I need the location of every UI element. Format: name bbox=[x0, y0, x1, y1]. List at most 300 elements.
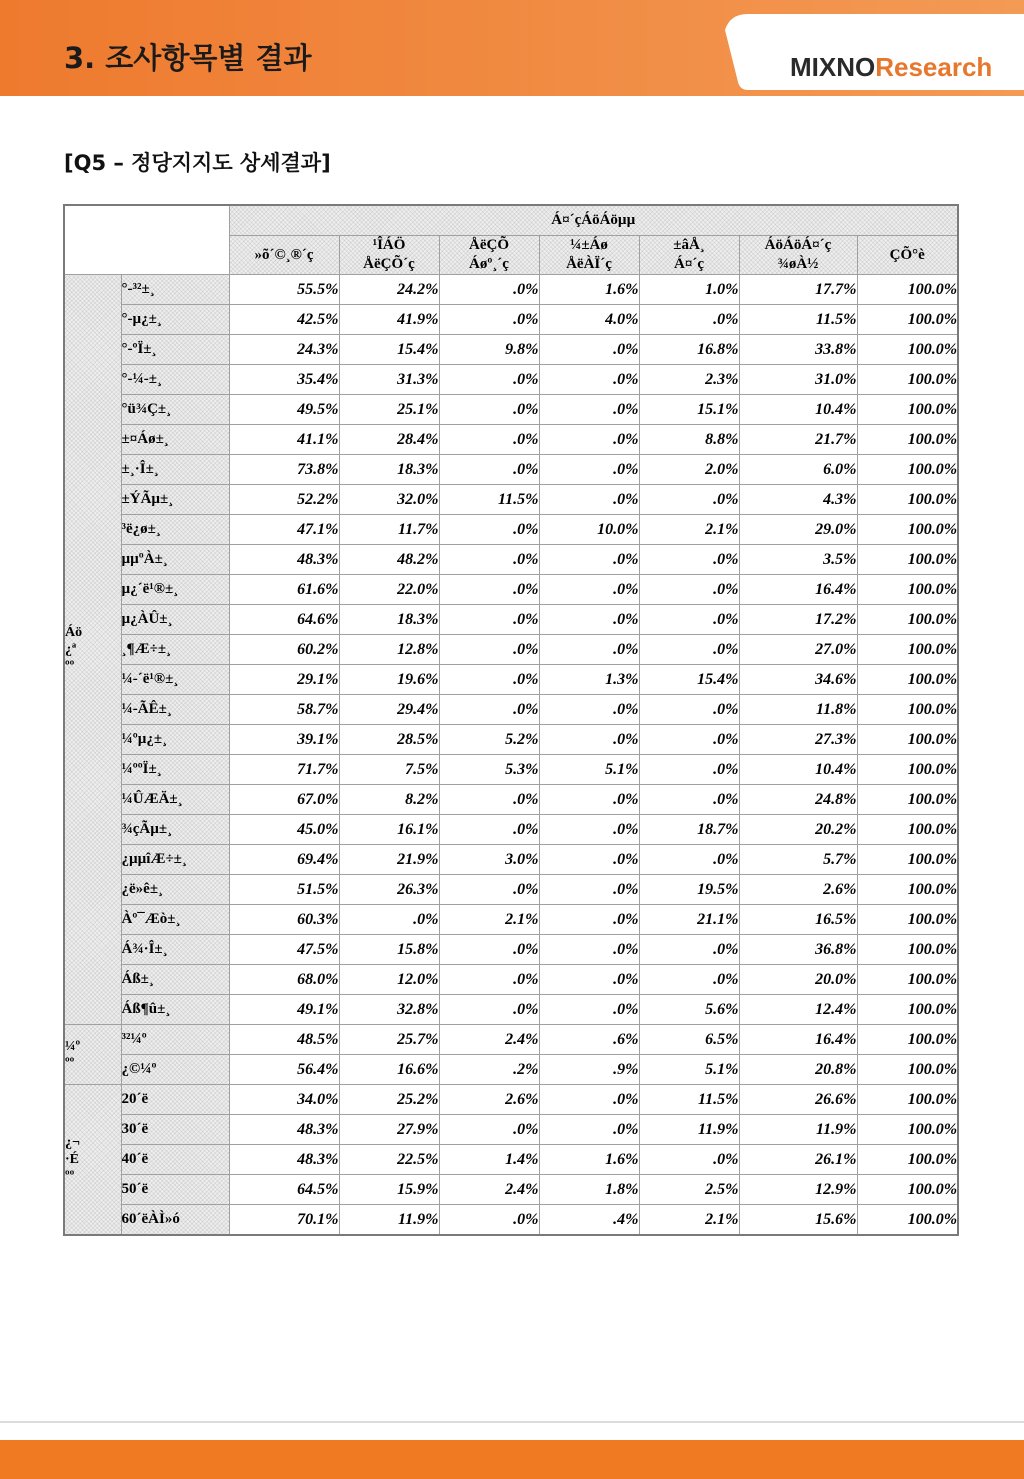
table-body bbox=[64, 275, 958, 1236]
table-cell: .0% bbox=[539, 575, 639, 605]
table-cell: .0% bbox=[439, 1205, 539, 1236]
table-cell: 28.4% bbox=[339, 425, 439, 455]
table-cell: 100.0% bbox=[857, 455, 958, 485]
table-cell: .0% bbox=[339, 905, 439, 935]
table-cell: 100.0% bbox=[857, 635, 958, 665]
table-cell: 21.1% bbox=[639, 905, 739, 935]
row-label: µ¿ÀÛ±¸ bbox=[121, 605, 229, 635]
table-cell: .0% bbox=[639, 935, 739, 965]
table-cell: 27.3% bbox=[739, 725, 857, 755]
row-label: ¼-´ë¹®±¸ bbox=[121, 665, 229, 695]
table-cell: 32.0% bbox=[339, 485, 439, 515]
table-cell: 25.7% bbox=[339, 1025, 439, 1055]
column-header: »õ´©¸®´ç bbox=[229, 236, 339, 275]
table-cell: 9.8% bbox=[439, 335, 539, 365]
table-row bbox=[64, 1145, 958, 1175]
table-cell: 12.8% bbox=[339, 635, 439, 665]
table-cell: 100.0% bbox=[857, 275, 958, 305]
table-cell: .0% bbox=[639, 725, 739, 755]
row-label: Áß¶û±¸ bbox=[121, 995, 229, 1025]
table-cell: 2.6% bbox=[439, 1085, 539, 1115]
table-cell: 10.0% bbox=[539, 515, 639, 545]
table-cell: 49.1% bbox=[229, 995, 339, 1025]
logo-part2: Research bbox=[875, 52, 993, 82]
table-cell: 5.7% bbox=[739, 845, 857, 875]
table-cell: .0% bbox=[439, 305, 539, 335]
table-cell: 48.3% bbox=[229, 1115, 339, 1145]
table-cell: 21.7% bbox=[739, 425, 857, 455]
table-cell: 2.1% bbox=[639, 1205, 739, 1236]
table-cell: 20.2% bbox=[739, 815, 857, 845]
table-cell: 15.8% bbox=[339, 935, 439, 965]
table-cell: 10.4% bbox=[739, 755, 857, 785]
row-label: °ü¾Ç±¸ bbox=[121, 395, 229, 425]
table-cell: 48.3% bbox=[229, 1145, 339, 1175]
table-cell: 100.0% bbox=[857, 515, 958, 545]
table-row bbox=[64, 1025, 958, 1055]
table-cell: 100.0% bbox=[857, 1055, 958, 1085]
table-cell: .0% bbox=[439, 935, 539, 965]
table-cell: 6.0% bbox=[739, 455, 857, 485]
table-cell: .0% bbox=[639, 575, 739, 605]
table-cell: 27.9% bbox=[339, 1115, 439, 1145]
table-cell: 100.0% bbox=[857, 1085, 958, 1115]
row-label: Áß±¸ bbox=[121, 965, 229, 995]
table-row bbox=[64, 425, 958, 455]
table-row bbox=[64, 1055, 958, 1085]
table-cell: 11.8% bbox=[739, 695, 857, 725]
table-cell: 10.4% bbox=[739, 395, 857, 425]
table-cell: 7.5% bbox=[339, 755, 439, 785]
table-cell: 19.5% bbox=[639, 875, 739, 905]
table-row bbox=[64, 485, 958, 515]
table-cell: 26.1% bbox=[739, 1145, 857, 1175]
table-cell: .0% bbox=[539, 395, 639, 425]
row-label: 30´ë bbox=[121, 1115, 229, 1145]
table-row bbox=[64, 755, 958, 785]
table-row bbox=[64, 875, 958, 905]
table-cell: 15.1% bbox=[639, 395, 739, 425]
table-row bbox=[64, 395, 958, 425]
table-cell: .0% bbox=[439, 815, 539, 845]
table-cell: .0% bbox=[439, 635, 539, 665]
table-cell: 16.8% bbox=[639, 335, 739, 365]
table-cell: 70.1% bbox=[229, 1205, 339, 1236]
table-cell: 100.0% bbox=[857, 695, 958, 725]
table-cell: 26.3% bbox=[339, 875, 439, 905]
table-cell: 34.0% bbox=[229, 1085, 339, 1115]
table-cell: .4% bbox=[539, 1205, 639, 1236]
table-cell: 20.0% bbox=[739, 965, 857, 995]
table-cell: 1.0% bbox=[639, 275, 739, 305]
table-cell: 42.5% bbox=[229, 305, 339, 335]
row-label: ³²¼º bbox=[121, 1025, 229, 1055]
table-cell: 2.1% bbox=[639, 515, 739, 545]
table-cell: 100.0% bbox=[857, 995, 958, 1025]
table-cell: .0% bbox=[539, 935, 639, 965]
table-cell: 4.0% bbox=[539, 305, 639, 335]
table-cell: 100.0% bbox=[857, 875, 958, 905]
table-cell: 16.5% bbox=[739, 905, 857, 935]
table-cell: .0% bbox=[439, 545, 539, 575]
table-cell: 27.0% bbox=[739, 635, 857, 665]
row-label: ±¸·Î±¸ bbox=[121, 455, 229, 485]
table-cell: 31.3% bbox=[339, 365, 439, 395]
table-row bbox=[64, 365, 958, 395]
table-cell: .0% bbox=[439, 455, 539, 485]
table-cell: .0% bbox=[439, 875, 539, 905]
table-cell: 11.9% bbox=[339, 1205, 439, 1236]
table-cell: 12.0% bbox=[339, 965, 439, 995]
table-cell: 5.1% bbox=[539, 755, 639, 785]
footer-bar bbox=[0, 1440, 1024, 1479]
table-cell: .0% bbox=[439, 1115, 539, 1145]
column-header: ±âÅ¸ Á¤´ç bbox=[639, 236, 739, 275]
table-cell: .0% bbox=[639, 635, 739, 665]
table-cell: 3.0% bbox=[439, 845, 539, 875]
table-cell: 2.3% bbox=[639, 365, 739, 395]
row-label: 40´ë bbox=[121, 1145, 229, 1175]
table-row bbox=[64, 575, 958, 605]
row-label: ¼ººÏ±¸ bbox=[121, 755, 229, 785]
table-row bbox=[64, 455, 958, 485]
table-cell: 100.0% bbox=[857, 935, 958, 965]
table-cell: .0% bbox=[539, 1085, 639, 1115]
table-cell: 17.7% bbox=[739, 275, 857, 305]
table-row bbox=[64, 305, 958, 335]
results-table bbox=[63, 204, 959, 1236]
table-row bbox=[64, 995, 958, 1025]
table-cell: 29.0% bbox=[739, 515, 857, 545]
table-row bbox=[64, 785, 958, 815]
table-row bbox=[64, 905, 958, 935]
table-cell: 48.3% bbox=[229, 545, 339, 575]
table-cell: 16.6% bbox=[339, 1055, 439, 1085]
table-cell: 2.5% bbox=[639, 1175, 739, 1205]
table-cell: .6% bbox=[539, 1025, 639, 1055]
table-cell: 52.2% bbox=[229, 485, 339, 515]
table-cell: 12.9% bbox=[739, 1175, 857, 1205]
table-cell: .0% bbox=[539, 845, 639, 875]
table-cell: 100.0% bbox=[857, 305, 958, 335]
table-cell: .0% bbox=[439, 275, 539, 305]
table-cell: 35.4% bbox=[229, 365, 339, 395]
section-title: 3. 조사항목별 결과 bbox=[64, 41, 312, 75]
row-label: °-ºÏ±¸ bbox=[121, 335, 229, 365]
row-label: °-³²±¸ bbox=[121, 275, 229, 305]
table-cell: 11.9% bbox=[739, 1115, 857, 1145]
table-cell: .0% bbox=[439, 665, 539, 695]
table-cell: 22.5% bbox=[339, 1145, 439, 1175]
table-cell: 2.0% bbox=[639, 455, 739, 485]
table-cell: 15.9% bbox=[339, 1175, 439, 1205]
table-cell: 100.0% bbox=[857, 1145, 958, 1175]
table-cell: 2.6% bbox=[739, 875, 857, 905]
table-cell: 32.8% bbox=[339, 995, 439, 1025]
table-cell: 2.4% bbox=[439, 1175, 539, 1205]
table-cell: 5.6% bbox=[639, 995, 739, 1025]
table-cell: 49.5% bbox=[229, 395, 339, 425]
column-group-header: Á¤´çÁöÁöµµ bbox=[229, 205, 958, 236]
row-label: Á¾·Î±¸ bbox=[121, 935, 229, 965]
table-cell: 100.0% bbox=[857, 395, 958, 425]
table-cell: 18.3% bbox=[339, 455, 439, 485]
table-cell: .0% bbox=[539, 425, 639, 455]
table-cell: 5.3% bbox=[439, 755, 539, 785]
table-cell: 1.6% bbox=[539, 275, 639, 305]
table-cell: 100.0% bbox=[857, 545, 958, 575]
table-cell: .0% bbox=[639, 545, 739, 575]
table-cell: .0% bbox=[639, 785, 739, 815]
table-row bbox=[64, 1085, 958, 1115]
table-cell: 1.4% bbox=[439, 1145, 539, 1175]
table-cell: .0% bbox=[439, 605, 539, 635]
table-cell: .0% bbox=[639, 845, 739, 875]
row-label: Àº¯Æò±¸ bbox=[121, 905, 229, 935]
table-cell: 3.5% bbox=[739, 545, 857, 575]
table-cell: .0% bbox=[539, 785, 639, 815]
column-header: ÇÕ°è bbox=[857, 236, 958, 275]
table-cell: 1.6% bbox=[539, 1145, 639, 1175]
table-row bbox=[64, 275, 958, 305]
table-cell: 61.6% bbox=[229, 575, 339, 605]
table-row bbox=[64, 545, 958, 575]
table-row bbox=[64, 695, 958, 725]
table-cell: 100.0% bbox=[857, 815, 958, 845]
table-cell: 68.0% bbox=[229, 965, 339, 995]
table-cell: .0% bbox=[439, 785, 539, 815]
table-cell: 20.8% bbox=[739, 1055, 857, 1085]
table-cell: 11.5% bbox=[439, 485, 539, 515]
table-cell: .0% bbox=[439, 425, 539, 455]
table-cell: .0% bbox=[539, 905, 639, 935]
column-header: ÅëÇÕ Áøº¸´ç bbox=[439, 236, 539, 275]
table-cell: 24.2% bbox=[339, 275, 439, 305]
table-cell: 15.4% bbox=[639, 665, 739, 695]
table-cell: .0% bbox=[639, 305, 739, 335]
row-label: ¿µµîÆ÷±¸ bbox=[121, 845, 229, 875]
row-label: µµºÀ±¸ bbox=[121, 545, 229, 575]
table-cell: 4.3% bbox=[739, 485, 857, 515]
table-cell: .0% bbox=[539, 725, 639, 755]
table-cell: 100.0% bbox=[857, 755, 958, 785]
table-cell: 1.8% bbox=[539, 1175, 639, 1205]
table-cell: 45.0% bbox=[229, 815, 339, 845]
table-cell: 31.0% bbox=[739, 365, 857, 395]
row-label: ¾çÃµ±¸ bbox=[121, 815, 229, 845]
table-cell: 100.0% bbox=[857, 905, 958, 935]
table-cell: .0% bbox=[439, 515, 539, 545]
table-cell: .0% bbox=[539, 815, 639, 845]
table-cell: .0% bbox=[639, 605, 739, 635]
row-label: ¿©¼º bbox=[121, 1055, 229, 1085]
table-row bbox=[64, 335, 958, 365]
page-subtitle: [Q5 – 정당지지도 상세결과] bbox=[64, 151, 331, 175]
table-cell: 12.4% bbox=[739, 995, 857, 1025]
table-cell: .0% bbox=[639, 695, 739, 725]
row-label: 50´ë bbox=[121, 1175, 229, 1205]
column-header: ¹ÎÁÖ ÅëÇÕ´ç bbox=[339, 236, 439, 275]
column-header: ¼±Áø ÅëÀÏ´ç bbox=[539, 236, 639, 275]
table-cell: 100.0% bbox=[857, 575, 958, 605]
table-cell: 60.3% bbox=[229, 905, 339, 935]
table-row bbox=[64, 515, 958, 545]
table-cell: 11.7% bbox=[339, 515, 439, 545]
row-label: °-µ¿±¸ bbox=[121, 305, 229, 335]
table-cell: 17.2% bbox=[739, 605, 857, 635]
table-cell: 100.0% bbox=[857, 965, 958, 995]
row-label: ±¤Áø±¸ bbox=[121, 425, 229, 455]
table-cell: 100.0% bbox=[857, 335, 958, 365]
table-cell: 71.7% bbox=[229, 755, 339, 785]
table-cell: 29.1% bbox=[229, 665, 339, 695]
table-cell: 100.0% bbox=[857, 365, 958, 395]
table-cell: .0% bbox=[539, 965, 639, 995]
table-cell: .0% bbox=[539, 635, 639, 665]
corner-cell bbox=[64, 205, 229, 275]
table-row bbox=[64, 725, 958, 755]
table-cell: .0% bbox=[539, 875, 639, 905]
table-cell: 100.0% bbox=[857, 725, 958, 755]
table-cell: 64.6% bbox=[229, 605, 339, 635]
table-cell: 2.4% bbox=[439, 1025, 539, 1055]
table-cell: 5.1% bbox=[639, 1055, 739, 1085]
table-cell: .9% bbox=[539, 1055, 639, 1085]
table-cell: 73.8% bbox=[229, 455, 339, 485]
table-cell: 22.0% bbox=[339, 575, 439, 605]
table-row bbox=[64, 935, 958, 965]
table-cell: 51.5% bbox=[229, 875, 339, 905]
table-cell: 100.0% bbox=[857, 665, 958, 695]
table-cell: .0% bbox=[539, 335, 639, 365]
table-cell: 60.2% bbox=[229, 635, 339, 665]
table-cell: 28.5% bbox=[339, 725, 439, 755]
table-cell: 11.5% bbox=[739, 305, 857, 335]
table-cell: .0% bbox=[439, 395, 539, 425]
table-cell: 100.0% bbox=[857, 845, 958, 875]
row-label: °-¼-±¸ bbox=[121, 365, 229, 395]
table-cell: 47.5% bbox=[229, 935, 339, 965]
table-row bbox=[64, 665, 958, 695]
table-row bbox=[64, 965, 958, 995]
table-cell: .0% bbox=[539, 545, 639, 575]
table-cell: 18.7% bbox=[639, 815, 739, 845]
table-cell: .0% bbox=[539, 995, 639, 1025]
table-cell: 26.6% bbox=[739, 1085, 857, 1115]
table-cell: 11.5% bbox=[639, 1085, 739, 1115]
row-label: ³ë¿ø±¸ bbox=[121, 515, 229, 545]
table-cell: .0% bbox=[439, 965, 539, 995]
row-group-label: ¿¬ ·É ºº bbox=[64, 1085, 121, 1236]
table-cell: 21.9% bbox=[339, 845, 439, 875]
table-cell: 100.0% bbox=[857, 605, 958, 635]
row-label: ¼ºµ¿±¸ bbox=[121, 725, 229, 755]
table-cell: .0% bbox=[539, 695, 639, 725]
table-cell: 58.7% bbox=[229, 695, 339, 725]
table-cell: 56.4% bbox=[229, 1055, 339, 1085]
table-cell: 100.0% bbox=[857, 1115, 958, 1145]
table-cell: 11.9% bbox=[639, 1115, 739, 1145]
table-row bbox=[64, 1205, 958, 1236]
table-cell: .0% bbox=[539, 485, 639, 515]
row-label: ¼-ÃÊ±¸ bbox=[121, 695, 229, 725]
table-cell: .0% bbox=[439, 365, 539, 395]
table-cell: .0% bbox=[539, 365, 639, 395]
table-cell: 5.2% bbox=[439, 725, 539, 755]
table-cell: 100.0% bbox=[857, 485, 958, 515]
table-row bbox=[64, 1115, 958, 1145]
table-cell: 18.3% bbox=[339, 605, 439, 635]
table-cell: 24.8% bbox=[739, 785, 857, 815]
table-cell: .2% bbox=[439, 1055, 539, 1085]
table-cell: 15.4% bbox=[339, 335, 439, 365]
table-cell: 24.3% bbox=[229, 335, 339, 365]
table-cell: 55.5% bbox=[229, 275, 339, 305]
table-cell: .0% bbox=[539, 1115, 639, 1145]
table-cell: 6.5% bbox=[639, 1025, 739, 1055]
table-cell: .0% bbox=[539, 455, 639, 485]
row-label: ¸¶Æ÷±¸ bbox=[121, 635, 229, 665]
table-cell: 64.5% bbox=[229, 1175, 339, 1205]
table-cell: 48.2% bbox=[339, 545, 439, 575]
table-cell: 36.8% bbox=[739, 935, 857, 965]
table-cell: 8.2% bbox=[339, 785, 439, 815]
table-cell: 41.1% bbox=[229, 425, 339, 455]
table-cell: 25.1% bbox=[339, 395, 439, 425]
table-cell: 34.6% bbox=[739, 665, 857, 695]
table-cell: .0% bbox=[439, 695, 539, 725]
table-row bbox=[64, 635, 958, 665]
logo bbox=[790, 52, 992, 83]
table-row bbox=[64, 605, 958, 635]
table-cell: 29.4% bbox=[339, 695, 439, 725]
table-cell: .0% bbox=[639, 1145, 739, 1175]
table-cell: 19.6% bbox=[339, 665, 439, 695]
table-cell: 16.1% bbox=[339, 815, 439, 845]
table-cell: .0% bbox=[639, 485, 739, 515]
table-row bbox=[64, 845, 958, 875]
table-cell: 100.0% bbox=[857, 1025, 958, 1055]
table-cell: 16.4% bbox=[739, 1025, 857, 1055]
logo-part1: MIXNO bbox=[790, 52, 876, 82]
table-cell: 47.1% bbox=[229, 515, 339, 545]
table-row bbox=[64, 815, 958, 845]
table-cell: 39.1% bbox=[229, 725, 339, 755]
row-label: ¿ë»ê±¸ bbox=[121, 875, 229, 905]
row-label: 20´ë bbox=[121, 1085, 229, 1115]
column-header: ÁöÁöÁ¤´ç ¾øÀ½ bbox=[739, 236, 857, 275]
table-cell: 100.0% bbox=[857, 425, 958, 455]
row-label: µ¿´ë¹®±¸ bbox=[121, 575, 229, 605]
table-cell: .0% bbox=[639, 965, 739, 995]
table-cell: 41.9% bbox=[339, 305, 439, 335]
row-group-label: Áö ¿ª ºº bbox=[64, 275, 121, 1025]
table-cell: 16.4% bbox=[739, 575, 857, 605]
footer-divider bbox=[0, 1421, 1024, 1423]
table-cell: .0% bbox=[539, 605, 639, 635]
row-label: 60´ëÀÌ»ó bbox=[121, 1205, 229, 1236]
table-row bbox=[64, 1175, 958, 1205]
table-cell: 1.3% bbox=[539, 665, 639, 695]
table-cell: 100.0% bbox=[857, 1175, 958, 1205]
table-cell: 48.5% bbox=[229, 1025, 339, 1055]
table-cell: 67.0% bbox=[229, 785, 339, 815]
table-cell: 25.2% bbox=[339, 1085, 439, 1115]
table-cell: .0% bbox=[439, 995, 539, 1025]
table-cell: .0% bbox=[639, 755, 739, 785]
table-cell: 15.6% bbox=[739, 1205, 857, 1236]
table-cell: 100.0% bbox=[857, 785, 958, 815]
